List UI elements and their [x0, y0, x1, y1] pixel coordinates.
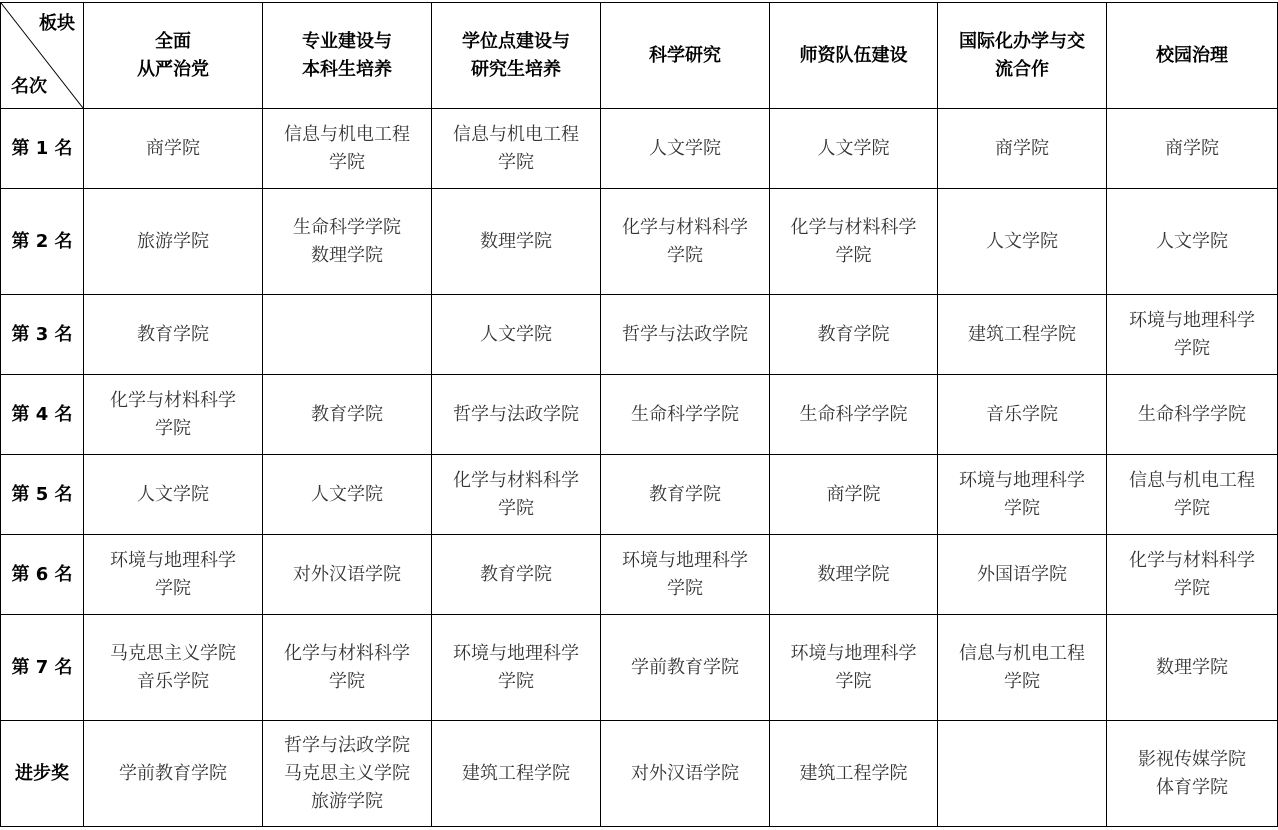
cell-text-line: 学院	[155, 417, 191, 439]
cell-text-line: 教育学院	[480, 563, 552, 585]
cell-text-line: 生命科学学院	[799, 403, 908, 425]
cell-text-line: 音乐学院	[137, 670, 209, 692]
cell-text-line: 旅游学院	[311, 790, 383, 812]
table-cell	[263, 455, 432, 535]
table-row	[1, 189, 1278, 295]
cell-text-line: 信息与机电工程	[1129, 469, 1255, 491]
table-cell	[938, 375, 1107, 455]
cell-text-line: 数理学院	[817, 563, 890, 585]
cell-text-line: 信息与机电工程	[284, 123, 410, 145]
cell-text-line: 化学与材料科学	[453, 469, 579, 491]
table-cell	[432, 375, 601, 455]
rank-label: 第 4 名	[1, 375, 84, 455]
table-cell	[938, 455, 1107, 535]
cell-text-line: 哲学与法政学院	[284, 734, 410, 756]
table-cell	[601, 375, 770, 455]
table-row	[1, 535, 1278, 615]
table-cell	[84, 535, 263, 615]
table-cell	[601, 189, 770, 295]
cell-text-line: 音乐学院	[986, 403, 1058, 425]
table-cell	[1107, 535, 1278, 615]
cell-text-line: 科学研究	[649, 44, 721, 66]
cell-text-line: 本科生培养	[302, 58, 392, 80]
table-cell	[1107, 721, 1278, 827]
rank-label: 第 7 名	[1, 615, 84, 721]
table-cell	[770, 455, 938, 535]
table-cell	[938, 615, 1107, 721]
corner-label-section: 板块	[39, 13, 75, 34]
table-cell	[770, 375, 938, 455]
cell-text-line: 人文学院	[137, 483, 209, 505]
table-cell	[432, 189, 601, 295]
cell-text-line: 教育学院	[649, 483, 721, 505]
table-cell	[432, 721, 601, 827]
table-cell	[601, 295, 770, 375]
cell-text-line: 环境与地理科学	[959, 469, 1085, 491]
table-cell	[601, 109, 770, 189]
ranking-table	[0, 2, 1278, 827]
corner-label-rank: 名次	[11, 76, 47, 97]
cell-text-line: 人文学院	[311, 483, 383, 505]
table-cell	[770, 615, 938, 721]
cell-text-line: 学前教育学院	[119, 762, 227, 784]
table-cell	[770, 189, 938, 295]
table-cell	[263, 615, 432, 721]
cell-text-line: 化学与材料科学	[1129, 549, 1255, 571]
table-row	[1, 721, 1278, 827]
table-cell	[938, 109, 1107, 189]
cell-text-line: 人文学院	[649, 137, 721, 159]
cell-text-line: 学院	[329, 151, 365, 173]
cell-text-line: 对外汉语学院	[293, 563, 401, 585]
table-cell	[263, 721, 432, 827]
cell-text-line: 马克思主义学院	[284, 762, 410, 784]
column-header	[938, 3, 1107, 109]
cell-text-line: 环境与地理科学	[790, 642, 917, 664]
table-cell	[938, 721, 1107, 827]
cell-text-line: 体育学院	[1156, 776, 1228, 798]
cell-text-line: 学院	[1004, 670, 1040, 692]
cell-text-line: 旅游学院	[137, 230, 209, 252]
cell-text-line: 师资队伍建设	[799, 44, 908, 66]
cell-text-line: 学院	[1004, 497, 1040, 519]
column-header	[1107, 3, 1278, 109]
cell-text-line: 环境与地理科学	[1129, 309, 1255, 331]
cell-text-line: 商学院	[826, 483, 881, 505]
header-row	[1, 3, 1278, 109]
table-cell	[1107, 375, 1278, 455]
table-cell	[263, 109, 432, 189]
column-header	[263, 3, 432, 109]
rank-label: 第 3 名	[1, 295, 84, 375]
table-row	[1, 455, 1278, 535]
table-cell	[432, 535, 601, 615]
cell-text-line: 环境与地理科学	[110, 549, 236, 571]
cell-text-line: 学院	[835, 244, 872, 266]
table-cell	[770, 295, 938, 375]
cell-text-line: 建筑工程学院	[462, 762, 570, 784]
cell-text-line: 马克思主义学院	[110, 642, 236, 664]
table-cell	[601, 455, 770, 535]
table-cell	[84, 295, 263, 375]
table-cell	[1107, 109, 1278, 189]
cell-text-line: 对外汉语学院	[631, 762, 739, 784]
table-cell	[84, 615, 263, 721]
table-cell	[1107, 189, 1278, 295]
rank-label: 第 6 名	[1, 535, 84, 615]
table-cell	[84, 375, 263, 455]
cell-text-line: 数理学院	[480, 230, 552, 252]
cell-text-line: 影视传媒学院	[1138, 748, 1246, 770]
cell-text-line: 人文学院	[986, 230, 1058, 252]
cell-text-line: 信息与机电工程	[453, 123, 579, 145]
table-cell	[84, 455, 263, 535]
table-cell	[432, 295, 601, 375]
rank-label: 第 5 名	[1, 455, 84, 535]
table-cell	[770, 109, 938, 189]
cell-text-line: 学院	[498, 151, 534, 173]
table-row	[1, 109, 1278, 189]
cell-text-line: 商学院	[146, 137, 200, 159]
column-header	[601, 3, 770, 109]
cell-text-line: 人文学院	[480, 323, 552, 345]
table-cell	[263, 535, 432, 615]
cell-text-line: 哲学与法政学院	[622, 323, 748, 345]
cell-text-line: 生命科学学院	[293, 216, 401, 238]
table-cell	[84, 109, 263, 189]
table-row	[1, 295, 1278, 375]
table-cell	[1107, 455, 1278, 535]
cell-text-line: 学院	[1174, 337, 1210, 359]
table-cell	[601, 535, 770, 615]
cell-text-line: 化学与材料科学	[110, 389, 236, 411]
rank-label: 第 2 名	[1, 189, 84, 295]
cell-text-line: 建筑工程学院	[799, 762, 908, 784]
cell-text-line: 校园治理	[1156, 44, 1228, 66]
table-cell	[601, 721, 770, 827]
table-row	[1, 615, 1278, 721]
table-cell	[938, 295, 1107, 375]
cell-text-line: 人文学院	[1156, 230, 1228, 252]
table-cell	[84, 721, 263, 827]
cell-text-line: 教育学院	[137, 323, 209, 345]
cell-text-line: 学院	[667, 577, 703, 599]
cell-text-line: 人文学院	[817, 137, 890, 159]
cell-text-line: 学院	[835, 670, 872, 692]
corner-cell	[1, 3, 84, 109]
cell-text-line: 化学与材料科学	[622, 216, 748, 238]
rank-label: 进步奖	[1, 721, 84, 827]
table-cell	[770, 721, 938, 827]
table-cell	[432, 455, 601, 535]
table-cell	[1107, 295, 1278, 375]
cell-text-line: 从严治党	[137, 58, 209, 80]
rank-label: 第 1 名	[1, 109, 84, 189]
table-cell	[263, 189, 432, 295]
table-cell	[938, 535, 1107, 615]
table-cell	[263, 375, 432, 455]
cell-text-line: 数理学院	[1156, 656, 1228, 678]
cell-text-line: 教育学院	[311, 403, 383, 425]
cell-text-line: 外国语学院	[977, 563, 1067, 585]
table-cell	[84, 189, 263, 295]
cell-text-line: 哲学与法政学院	[453, 403, 579, 425]
table-cell	[770, 535, 938, 615]
cell-text-line: 商学院	[1165, 137, 1219, 159]
table-row	[1, 375, 1278, 455]
cell-text-line: 商学院	[995, 137, 1049, 159]
cell-text-line: 环境与地理科学	[453, 642, 579, 664]
table-cell	[432, 109, 601, 189]
cell-text-line: 学位点建设与	[462, 30, 570, 52]
column-header	[84, 3, 263, 109]
column-header	[432, 3, 601, 109]
cell-text-line: 建筑工程学院	[968, 323, 1076, 345]
cell-text-line: 学院	[1174, 497, 1210, 519]
cell-text-line: 学院	[155, 577, 191, 599]
cell-text-line: 学院	[1174, 577, 1210, 599]
cell-text-line: 学院	[329, 670, 365, 692]
table-cell	[263, 295, 432, 375]
table-cell	[601, 615, 770, 721]
table-cell	[432, 615, 601, 721]
table-cell	[938, 189, 1107, 295]
table-cell	[1107, 615, 1278, 721]
cell-text-line: 学院	[667, 244, 703, 266]
cell-text-line: 学院	[498, 670, 534, 692]
cell-text-line: 学院	[498, 497, 534, 519]
cell-text-line: 生命科学学院	[1138, 403, 1246, 425]
cell-text-line: 化学与材料科学	[790, 216, 917, 238]
cell-text-line: 生命科学学院	[631, 403, 739, 425]
column-header	[770, 3, 938, 109]
cell-text-line: 学前教育学院	[631, 656, 739, 678]
cell-text-line: 教育学院	[817, 323, 890, 345]
cell-text-line: 数理学院	[311, 244, 383, 266]
cell-text-line: 流合作	[995, 58, 1049, 80]
cell-text-line: 专业建设与	[302, 30, 392, 52]
cell-text-line: 研究生培养	[471, 58, 561, 80]
cell-text-line: 全面	[155, 30, 191, 52]
cell-text-line: 信息与机电工程	[959, 642, 1085, 664]
cell-text-line: 化学与材料科学	[284, 642, 410, 664]
cell-text-line: 环境与地理科学	[622, 549, 748, 571]
cell-text-line: 国际化办学与交	[959, 30, 1085, 52]
